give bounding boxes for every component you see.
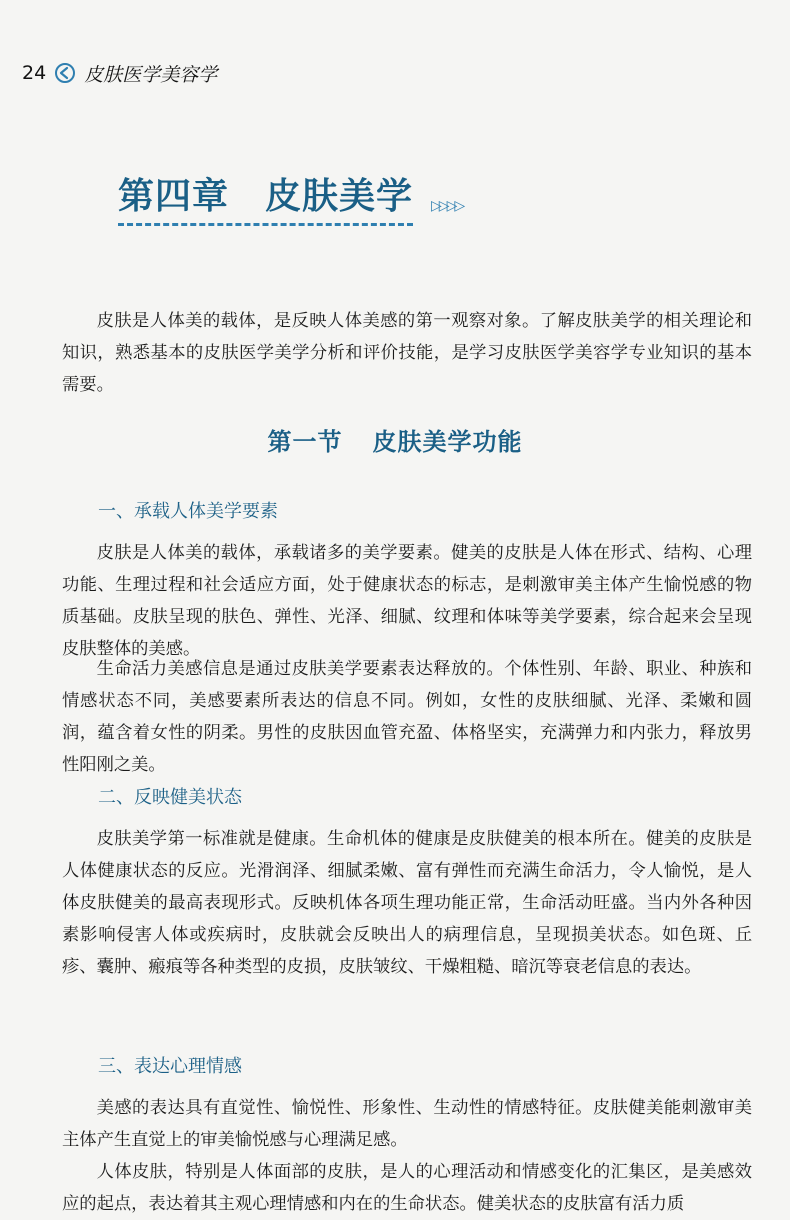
subsection-heading-2: 二、反映健美状态 xyxy=(98,787,242,808)
book-title: 皮肤医学美容学 xyxy=(84,63,218,86)
paragraph: 皮肤美学第一标准就是健康。生命机体的健康是皮肤健美的根本所在。健美的皮肤是人体健康状态的反应。光滑润泽、细腻柔嫩、富有弹性而充满生命活力，令人愉悦，是人体皮肤健美的最高表现形式。反映机体各项生理功能正常，生命活动旺盛。当内外各种因素影响侵害人体或疾病时，皮肤就会反映出人的病理信息，呈现损美状态。如色斑、丘疹、囊肿、瘢痕等各种类型的皮损，皮肤皱纹、干燥粗糙、暗沉等衰老信息的表达。 xyxy=(62,829,752,977)
back-arrow-icon xyxy=(54,62,76,84)
section-heading xyxy=(0,422,790,457)
chapter-number: 第四章 xyxy=(118,175,230,217)
section-name: 皮肤美学功能 xyxy=(372,427,523,456)
paragraph: 美感的表达具有直觉性、愉悦性、形象性、生动性的情感特征。皮肤健美能刺激审美主体产生直觉上的审美愉悦感与心理满足感。 xyxy=(62,1098,752,1150)
paragraph: 生命活力美感信息是通过皮肤美学要素表达释放的。个体性别、年龄、职业、种族和情感状态不同，美感要素所表达的信息不同。例如，女性的皮肤细腻、光泽、柔嫩和圆润，蕴含着女性的阴柔。男性的皮肤因血管充盈、体格坚实，充满弹力和内张力，释放男性阳刚之美。 xyxy=(62,659,752,775)
chevrons-icon: ▷▷▷▷ xyxy=(431,198,463,214)
subsection-heading-1: 一、承载人体美学要素 xyxy=(98,501,278,522)
subsection-heading-3: 三、表达心理情感 xyxy=(98,1056,242,1077)
chapter-title xyxy=(118,168,413,226)
paragraph: 皮肤是人体美的载体，承载诸多的美学要素。健美的皮肤是人体在形式、结构、心理功能、生理过程和社会适应方面，处于健康状态的标志，是刺激审美主体产生愉悦感的物质基础。皮肤呈现的肤色、弹性、光泽、细腻、纹理和体味等美学要素，综合起来会呈现皮肤整体的美感。 xyxy=(62,543,752,659)
paragraph: 人体皮肤，特别是人体面部的皮肤，是人的心理活动和情感变化的汇集区，是美感效应的起点，表达着其主观心理情感和内在的生命状态。健美状态的皮肤富有活力质 xyxy=(62,1162,752,1214)
page-header xyxy=(22,58,217,88)
chapter-name: 皮肤美学 xyxy=(265,175,414,217)
section-number: 第一节 xyxy=(267,427,343,456)
chapter-intro: 皮肤是人体美的载体，是反映人体美感的第一观察对象。了解皮肤美学的相关理论和知识，熟悉基本的皮肤医学美学分析和评价技能，是学习皮肤医学美容学专业知识的基本需要。 xyxy=(62,311,752,395)
page-number: 24 xyxy=(22,62,47,84)
chapter-heading xyxy=(118,168,462,226)
